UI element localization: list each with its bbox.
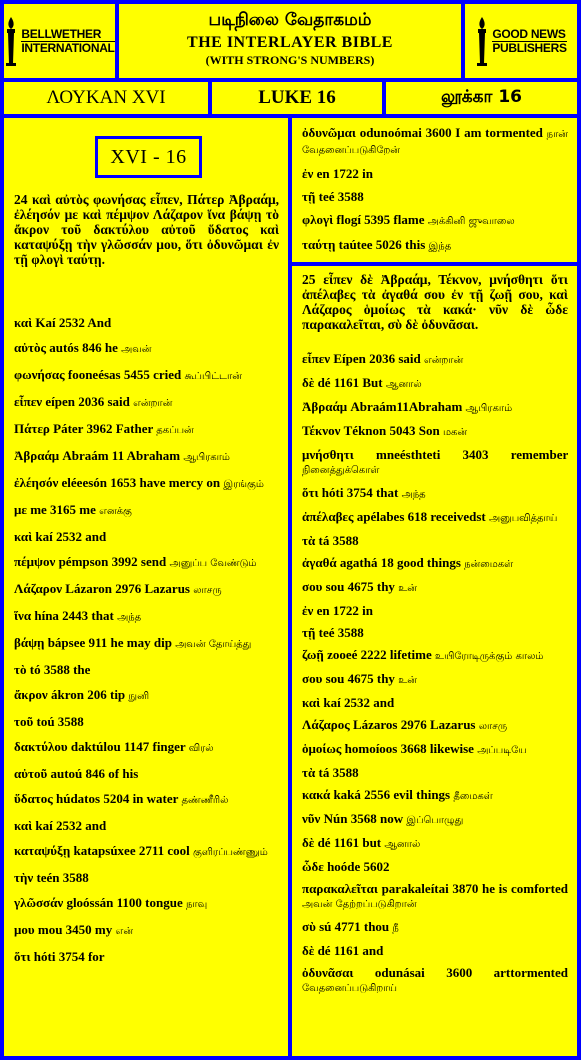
greek-word: ὀδυνᾶσαι bbox=[302, 965, 354, 980]
tamil-gloss: லாசரு bbox=[478, 721, 508, 732]
greek-word: ἐν bbox=[302, 166, 314, 181]
greek-word: δακτύλου bbox=[14, 739, 68, 754]
book-english: LUKE 16 bbox=[212, 82, 382, 114]
word-entry bbox=[302, 400, 568, 416]
transliteration-gloss: kaká 2556 evil things bbox=[333, 787, 451, 802]
greek-word: πέμψον bbox=[14, 554, 56, 569]
word-entry bbox=[14, 896, 279, 912]
word-entry bbox=[14, 950, 279, 964]
word-entry bbox=[302, 376, 568, 392]
right-logo-panel bbox=[465, 4, 577, 78]
torch-icon bbox=[4, 15, 18, 67]
transliteration-gloss: dé 1161 But bbox=[317, 375, 383, 390]
word-entry bbox=[14, 609, 279, 625]
greek-word: Ἀβραάμ bbox=[14, 448, 60, 463]
transliteration-gloss: tá 3588 bbox=[318, 765, 359, 780]
greek-word: ὅτι bbox=[14, 949, 31, 964]
transliteration-gloss: daktúlou 1147 finger bbox=[70, 739, 186, 754]
good-news-logo bbox=[475, 15, 566, 67]
transliteration-gloss: katapsúxee 2711 cool bbox=[73, 843, 190, 858]
tamil-gloss: நன்மைகள் bbox=[464, 559, 514, 570]
transliteration-gloss: Lázaros 2976 Lazarus bbox=[352, 717, 476, 732]
transliteration-gloss: eípen 2036 said bbox=[45, 394, 130, 409]
greek-word: ἵνα bbox=[14, 608, 32, 623]
tamil-gloss: இந்த bbox=[428, 241, 452, 252]
word-entry bbox=[14, 422, 279, 438]
tamil-gloss: என் bbox=[115, 926, 134, 937]
bellwether-logo bbox=[4, 15, 114, 67]
tamil-gloss: உன் bbox=[398, 675, 417, 686]
greek-word: ὁμοίως bbox=[302, 741, 342, 756]
tamil-gloss: இரங்கும் bbox=[223, 479, 264, 490]
transliteration-gloss: hóti 3754 that bbox=[321, 485, 399, 500]
torch-icon bbox=[475, 15, 489, 67]
greek-word: Λάζαρος bbox=[302, 717, 350, 732]
transliteration-gloss: dé 1161 but bbox=[317, 835, 382, 850]
greek-word: ὧδε bbox=[302, 859, 324, 874]
greek-word: μου bbox=[14, 922, 35, 937]
greek-word: ζωῇ bbox=[302, 647, 324, 662]
tamil-gloss: ஆபிரகாம் bbox=[183, 452, 230, 463]
left-logo-panel bbox=[4, 4, 115, 78]
word-entry bbox=[14, 449, 279, 465]
greek-word: ταύτῃ bbox=[302, 237, 336, 252]
tamil-gloss: அவன் தேற்றப்படுகிறான் bbox=[302, 899, 417, 910]
transliteration-gloss: toú 3588 bbox=[36, 714, 84, 729]
greek-word: καὶ bbox=[14, 818, 33, 833]
transliteration-gloss: Abraám 11 Abraham bbox=[62, 448, 181, 463]
greek-word: τῇ bbox=[302, 625, 316, 640]
transliteration-gloss: dé 1161 and bbox=[317, 943, 384, 958]
greek-word: βάψῃ bbox=[14, 635, 45, 650]
greek-word: ὀδυνῶμαι bbox=[302, 125, 356, 140]
transliteration-gloss: odunásai 3600 arttormented bbox=[374, 965, 568, 980]
transliteration-gloss: kaí 2532 and bbox=[323, 695, 395, 710]
greek-word: Πάτερ bbox=[14, 421, 50, 436]
tamil-gloss: நீ bbox=[392, 923, 399, 934]
transliteration-gloss: Eípen 2036 said bbox=[333, 351, 421, 366]
transliteration-gloss: me 3165 me bbox=[30, 502, 96, 517]
transliteration-gloss: parakaleítai 3870 he is comforted bbox=[381, 881, 568, 896]
word-entry bbox=[302, 648, 568, 664]
word-entry bbox=[14, 530, 279, 544]
word-entry bbox=[302, 836, 568, 852]
title-panel bbox=[119, 4, 461, 78]
transliteration-gloss: Abraám11Abraham bbox=[350, 399, 463, 414]
tamil-gloss: வேதனைப்படுகிறாய் bbox=[302, 983, 397, 994]
greek-word: σου bbox=[302, 671, 323, 686]
greek-word: καὶ bbox=[14, 529, 33, 544]
greek-word: σὺ bbox=[302, 919, 316, 934]
transliteration-gloss: bápsee 911 he may dip bbox=[47, 635, 172, 650]
tamil-gloss: கூப்பிட்டான் bbox=[184, 371, 242, 382]
transliteration-gloss: kaí 2532 and bbox=[35, 529, 107, 544]
word-entry bbox=[302, 486, 568, 502]
tamil-gloss: அப்படியே bbox=[477, 745, 527, 756]
greek-word: ἐλέησόν bbox=[14, 475, 59, 490]
greek-word: ὕδατος bbox=[14, 791, 53, 806]
tamil-gloss: குளிரப்பண்ணும் bbox=[193, 847, 268, 858]
transliteration-gloss: pémpson 3992 send bbox=[58, 554, 167, 569]
transliteration-gloss: autós 846 he bbox=[49, 340, 118, 355]
greek-word: δὲ bbox=[302, 835, 315, 850]
tamil-gloss: அக்கினி ஜுவாலை bbox=[427, 216, 515, 227]
title-tamil: படிநிலை வேதாகமம் bbox=[208, 10, 372, 30]
transliteration-gloss: hóti 3754 for bbox=[33, 949, 105, 964]
transliteration-gloss: ákron 206 tip bbox=[51, 687, 126, 702]
transliteration-gloss: mneésthteti 3403 remember bbox=[376, 447, 568, 462]
verse-24-continued bbox=[302, 126, 568, 262]
transliteration-gloss: sou 4675 thy bbox=[325, 671, 395, 686]
tamil-gloss: இப்பொழுது bbox=[406, 815, 464, 826]
greek-word: φλογὶ bbox=[302, 212, 334, 227]
transliteration-gloss: zooeé 2222 lifetime bbox=[327, 647, 432, 662]
transliteration-gloss: Lázaron 2976 Lazarus bbox=[65, 581, 190, 596]
greek-word: με bbox=[14, 502, 27, 517]
transliteration-gloss: húdatos 5204 in water bbox=[55, 791, 179, 806]
word-entry bbox=[302, 604, 568, 618]
greek-word: τὸ bbox=[14, 662, 27, 677]
greek-word: Λάζαρον bbox=[14, 581, 63, 596]
greek-word: αὐτὸς bbox=[14, 340, 46, 355]
greek-word: ἐν bbox=[302, 603, 314, 618]
word-entry bbox=[14, 476, 279, 492]
logo-line-2: PUBLISHERS bbox=[492, 40, 567, 55]
book-greek: ΛΟΥΚΑΝ XVI bbox=[4, 82, 208, 114]
tamil-gloss: ஆபிரகாம் bbox=[465, 403, 513, 414]
transliteration-gloss: teé 3588 bbox=[318, 189, 364, 204]
greek-word: νῦν bbox=[302, 811, 321, 826]
word-entry bbox=[14, 740, 279, 756]
verse-25-entries bbox=[302, 352, 568, 1004]
word-entry bbox=[302, 448, 568, 478]
transliteration-gloss: tó 3588 the bbox=[29, 662, 91, 677]
word-entry bbox=[302, 718, 568, 734]
tamil-gloss: ஆனால் bbox=[384, 839, 421, 850]
word-entry bbox=[14, 923, 279, 939]
greek-word: δὲ bbox=[302, 375, 315, 390]
greek-word: καὶ bbox=[302, 695, 321, 710]
tamil-gloss: தண்ணீரில் bbox=[181, 795, 229, 806]
tamil-gloss: உயிரோடிருக்கும் காலம் bbox=[435, 651, 544, 662]
tamil-gloss: தகப்பன் bbox=[156, 425, 194, 436]
tamil-gloss: நாவு bbox=[186, 899, 208, 910]
word-entry bbox=[302, 580, 568, 596]
tamil-gloss: மகன் bbox=[442, 427, 468, 438]
greek-word: τὴν bbox=[14, 870, 34, 885]
word-entry bbox=[302, 788, 568, 804]
transliteration-gloss: en 1722 in bbox=[316, 166, 373, 181]
word-entry bbox=[302, 510, 568, 526]
transliteration-gloss: homoíoos 3668 likewise bbox=[344, 741, 474, 756]
tamil-gloss: நினைத்துக்கொள் bbox=[302, 465, 380, 476]
tamil-gloss: அவன் bbox=[121, 344, 152, 355]
word-entry bbox=[14, 636, 279, 652]
word-entry bbox=[302, 812, 568, 828]
logo-line-1: BELLWETHER bbox=[21, 26, 102, 41]
right-bottom-column bbox=[292, 266, 577, 1056]
subtitle: (WITH STRONG'S NUMBERS) bbox=[205, 53, 375, 67]
word-entry bbox=[302, 920, 568, 936]
word-entry bbox=[302, 626, 568, 640]
greek-word: εἶπεν bbox=[14, 394, 43, 409]
transliteration-gloss: en 1722 in bbox=[316, 603, 373, 618]
word-entry bbox=[14, 792, 279, 808]
transliteration-gloss: taútee 5026 this bbox=[338, 237, 426, 252]
transliteration-gloss: sou 4675 thy bbox=[325, 579, 395, 594]
greek-word: σου bbox=[302, 579, 323, 594]
transliteration-gloss: tá 3588 bbox=[318, 533, 359, 548]
transliteration-gloss: agathá 18 good things bbox=[339, 555, 461, 570]
greek-word: Ἀβραάμ bbox=[302, 399, 348, 414]
transliteration-gloss: hoóde 5602 bbox=[327, 859, 390, 874]
verse-25-text: 25 εἶπεν δὲ Ἀβραάμ, Τέκνον, μνήσθητι ὅτι ἀπέλαβες τὰ ἀγαθά σου ἐν τῇ ζωῇ σου, καὶ Λάζαρος ὁμοίως τὰ κακά· νῦν δὲ ὧδε παρακαλεῖται, σὺ δὲ ὀδυνᾶσαι. bbox=[302, 272, 568, 332]
word-entry bbox=[302, 190, 568, 204]
greek-word: αὐτοῦ bbox=[14, 766, 48, 781]
word-entry bbox=[302, 882, 568, 912]
greek-word: μνήσθητι bbox=[302, 447, 354, 462]
greek-word: δὲ bbox=[302, 943, 315, 958]
word-entry bbox=[302, 238, 568, 254]
word-entry bbox=[302, 126, 568, 158]
tamil-gloss: ஆனால் bbox=[385, 379, 422, 390]
tamil-gloss: உன் bbox=[398, 583, 417, 594]
word-entry bbox=[14, 555, 279, 571]
transliteration-gloss: teé 3588 bbox=[318, 625, 364, 640]
transliteration-gloss: Nún 3568 now bbox=[323, 811, 404, 826]
left-column bbox=[4, 118, 288, 1056]
transliteration-gloss: fooneésas 5455 cried bbox=[67, 367, 182, 382]
transliteration-gloss: hína 2443 that bbox=[34, 608, 114, 623]
transliteration-gloss: flogí 5395 flame bbox=[336, 212, 425, 227]
verse-24-entries bbox=[14, 316, 279, 975]
transliteration-gloss: Téknon 5043 Son bbox=[343, 423, 440, 438]
greek-word: τῇ bbox=[302, 189, 316, 204]
transliteration-gloss: autoú 846 of his bbox=[50, 766, 139, 781]
tamil-gloss: நுனி bbox=[128, 691, 150, 702]
transliteration-gloss: kaí 2532 and bbox=[35, 818, 107, 833]
transliteration-gloss: odunoómai 3600 I am tormented bbox=[359, 125, 543, 140]
tamil-gloss: தீமைகள் bbox=[453, 791, 493, 802]
word-entry bbox=[302, 860, 568, 874]
book-tamil: லூக்கா 16 bbox=[386, 82, 577, 114]
transliteration-gloss: sú 4771 thou bbox=[319, 919, 390, 934]
logo-line-1: GOOD NEWS bbox=[492, 26, 566, 41]
transliteration-gloss: apélabes 618 receivedst bbox=[356, 509, 486, 524]
word-entry bbox=[302, 424, 568, 440]
word-entry bbox=[302, 742, 568, 758]
greek-word: ἀπέλαβες bbox=[302, 509, 354, 524]
word-entry bbox=[302, 213, 568, 229]
word-entry bbox=[302, 696, 568, 710]
word-entry bbox=[14, 582, 279, 598]
word-entry bbox=[14, 871, 279, 885]
greek-word: Τέκνον bbox=[302, 423, 341, 438]
word-entry bbox=[14, 663, 279, 677]
greek-word: φωνήσας bbox=[14, 367, 65, 382]
greek-word: τοῦ bbox=[14, 714, 34, 729]
greek-word: καταψύξῃ bbox=[14, 843, 71, 858]
greek-word: κακά bbox=[302, 787, 331, 802]
word-entry bbox=[302, 352, 568, 368]
word-entry bbox=[302, 766, 568, 780]
greek-word: ἄκρον bbox=[14, 687, 48, 702]
transliteration-gloss: teén 3588 bbox=[36, 870, 89, 885]
tamil-gloss: எனக்கு bbox=[99, 506, 132, 517]
transliteration-gloss: Páter 3962 Father bbox=[53, 421, 154, 436]
transliteration-gloss: Kaí 2532 And bbox=[35, 315, 112, 330]
title-english: THE INTERLAYER BIBLE bbox=[187, 34, 393, 51]
greek-word: παρακαλεῖται bbox=[302, 881, 378, 896]
word-entry bbox=[302, 944, 568, 958]
tamil-gloss: நான் வேதனைப்படுகிறேன் bbox=[302, 129, 568, 156]
greek-word: τὰ bbox=[302, 533, 316, 548]
tamil-gloss: அனுப்ப வேண்டும் bbox=[169, 558, 257, 569]
word-entry bbox=[14, 316, 279, 330]
greek-word: τὰ bbox=[302, 765, 316, 780]
logo-line-2: INTERNATIONAL bbox=[21, 40, 115, 55]
word-entry bbox=[302, 167, 568, 181]
tamil-gloss: என்றான் bbox=[133, 398, 173, 409]
word-entry bbox=[302, 534, 568, 548]
greek-word: γλῶσσάν bbox=[14, 895, 64, 910]
greek-word: ὅτι bbox=[302, 485, 319, 500]
verse-24-text: 24 καὶ αὐτὸς φωνήσας εἶπεν, Πάτερ Ἀβραάμ, ἐλέησόν με καὶ πέμψον Λάζαρον ἵνα βάψῃ τὸ ἄκρον τοῦ δακτύλου αὐτοῦ ὕδατος καὶ καταψύξῃ τὴν γλῶσσάν μου, ὅτι ὀδυνῶμαι ἐν τῇ φλογὶ ταύτῃ. bbox=[14, 192, 279, 267]
greek-word: καὶ bbox=[14, 315, 33, 330]
right-top-column bbox=[292, 118, 577, 262]
word-entry bbox=[14, 819, 279, 833]
tamil-gloss: என்றான் bbox=[424, 355, 464, 366]
greek-word: ἀγαθά bbox=[302, 555, 337, 570]
transliteration-gloss: mou 3450 my bbox=[37, 922, 113, 937]
word-entry bbox=[14, 688, 279, 704]
transliteration-gloss: gloóssán 1100 tongue bbox=[66, 895, 183, 910]
transliteration-gloss: eléeesón 1653 have mercy on bbox=[61, 475, 221, 490]
greek-word: εἶπεν bbox=[302, 351, 331, 366]
word-entry bbox=[302, 556, 568, 572]
tamil-gloss: லாசரு bbox=[193, 585, 222, 596]
tamil-gloss: அந்த bbox=[117, 612, 142, 623]
word-entry bbox=[14, 844, 279, 860]
word-entry bbox=[14, 503, 279, 519]
tamil-gloss: அவன் தோய்த்து bbox=[175, 639, 252, 650]
tamil-gloss: அந்த bbox=[401, 489, 426, 500]
word-entry bbox=[14, 341, 279, 357]
word-entry bbox=[14, 395, 279, 411]
word-entry bbox=[302, 966, 568, 996]
chapter-label: XVI - 16 bbox=[95, 136, 202, 178]
word-entry bbox=[302, 672, 568, 688]
tamil-gloss: அனுபவித்தாய் bbox=[489, 513, 558, 524]
word-entry bbox=[14, 767, 279, 781]
tamil-gloss: விரல் bbox=[188, 743, 214, 754]
word-entry bbox=[14, 715, 279, 729]
word-entry bbox=[14, 368, 279, 384]
